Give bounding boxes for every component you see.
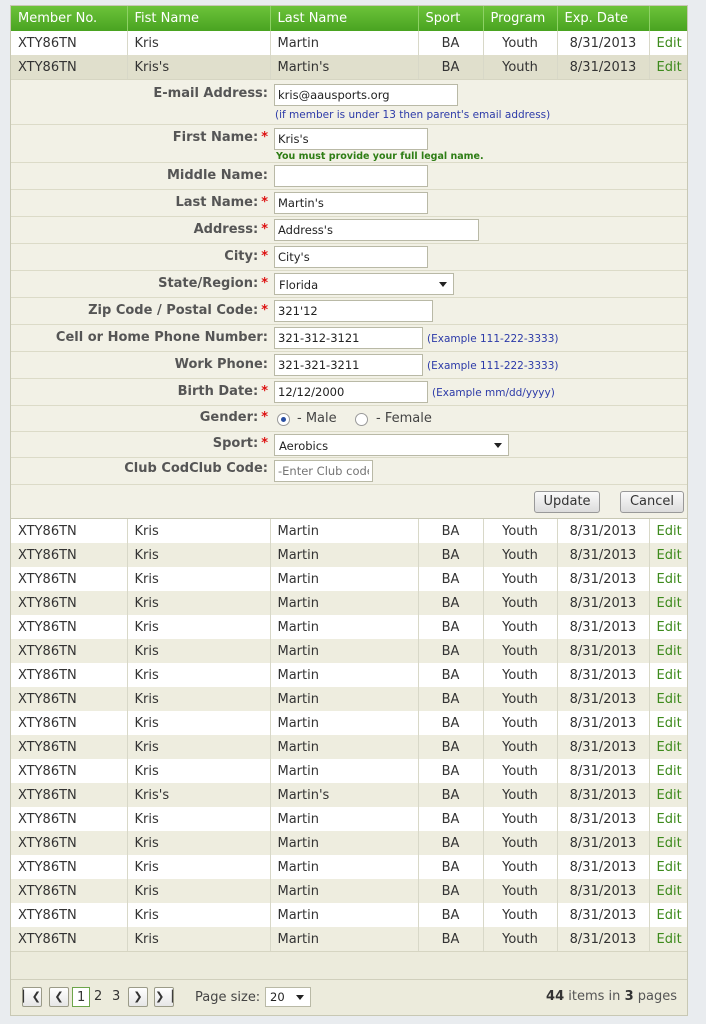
first-name-cell: Kris [127, 903, 270, 927]
member-no-cell: XTY86TN [11, 639, 127, 663]
zip-label: Zip Code / Postal Code: * [88, 303, 268, 318]
edit-form-row [11, 79, 688, 519]
first-name-cell: Kris [127, 687, 270, 711]
gender-label: Gender: * [199, 410, 268, 425]
column-header-first-name[interactable]: Fist Name [127, 6, 270, 31]
first-name-cell: Kris [127, 879, 270, 903]
email-hint: (if member is under 13 then parent's email address) [275, 109, 551, 121]
program-cell: Youth [483, 591, 557, 615]
first-name-cell: Kris [127, 807, 270, 831]
first-name-cell: Kris [127, 615, 270, 639]
exp-date-cell: 8/31/2013 [557, 687, 649, 711]
sport-select[interactable] [274, 434, 509, 456]
edit-cell [649, 735, 688, 759]
exp-date-cell: 8/31/2013 [557, 783, 649, 807]
edit-link[interactable]: Edit [656, 883, 682, 899]
first-name-cell: Kris's [127, 783, 270, 807]
club-code-input[interactable] [274, 460, 373, 482]
member-no-cell: XTY86TN [11, 567, 127, 591]
table-row [11, 591, 688, 615]
program-cell: Youth [483, 55, 557, 79]
first-name-cell: Kris [127, 759, 270, 783]
table-row [11, 879, 688, 903]
program-cell: Youth [483, 807, 557, 831]
zip-input[interactable] [274, 300, 433, 322]
club-code-row [11, 458, 688, 485]
middle-name-label: Middle Name: [166, 168, 268, 183]
table-row [11, 735, 688, 759]
last-name-cell: Martin [270, 903, 418, 927]
first-name-warning: You must provide your full legal name. [276, 151, 484, 162]
last-name-cell: Martin [270, 639, 418, 663]
required-mark: * [261, 436, 268, 451]
header-row [11, 6, 688, 31]
first-name-row [11, 125, 688, 163]
first-name-cell: Kris [127, 567, 270, 591]
sport-cell: BA [418, 759, 483, 783]
sport-label: Sport: * [212, 436, 268, 451]
member-no-cell: XTY86TN [11, 927, 127, 951]
table-row [11, 55, 688, 79]
total-items: 44 [546, 989, 565, 1004]
last-name-cell: Martin [270, 615, 418, 639]
cancel-button[interactable]: Cancel [620, 491, 684, 513]
exp-date-cell: 8/31/2013 [557, 591, 649, 615]
last-name-cell: Martin [270, 879, 418, 903]
last-name-cell: Martin's [270, 55, 418, 79]
first-name-cell: Kris [127, 711, 270, 735]
exp-date-cell: 8/31/2013 [557, 735, 649, 759]
members-table [11, 6, 688, 951]
last-name-cell: Martin [270, 519, 418, 543]
sport-cell: BA [418, 711, 483, 735]
last-name-cell: Martin [270, 591, 418, 615]
edit-link[interactable]: Edit [656, 691, 682, 707]
last-name-cell: Martin [270, 807, 418, 831]
middle-name-input[interactable] [274, 165, 428, 187]
sport-cell: BA [418, 807, 483, 831]
state-select[interactable] [274, 273, 454, 295]
last-name-cell: Martin [270, 567, 418, 591]
page-size-value: 20 [270, 990, 285, 1004]
member-no-cell: XTY86TN [11, 519, 127, 543]
birth-date-row [11, 379, 688, 406]
first-name-cell: Kris [127, 543, 270, 567]
sport-row [11, 432, 688, 458]
edit-link[interactable]: Edit [656, 547, 682, 563]
chevron-down-icon [439, 282, 447, 287]
table-row [11, 711, 688, 735]
required-mark: * [261, 130, 268, 145]
sport-cell: BA [418, 903, 483, 927]
work-phone-label: Work Phone: [174, 357, 268, 372]
sport-cell: BA [418, 735, 483, 759]
last-name-row [11, 190, 688, 217]
edit-cell [649, 55, 688, 79]
member-no-cell: XTY86TN [11, 31, 127, 55]
exp-date-cell: 8/31/2013 [557, 31, 649, 55]
program-cell: Youth [483, 615, 557, 639]
address-row [11, 217, 688, 244]
program-cell: Youth [483, 855, 557, 879]
exp-date-cell: 8/31/2013 [557, 543, 649, 567]
edit-link[interactable]: Edit [656, 59, 682, 75]
member-no-cell: XTY86TN [11, 783, 127, 807]
required-mark: * [261, 249, 268, 264]
edit-cell [649, 711, 688, 735]
member-no-cell: XTY86TN [11, 543, 127, 567]
program-cell: Youth [483, 735, 557, 759]
gender-male-label: - Male [297, 411, 337, 426]
column-header-member-no[interactable]: Member No. [11, 6, 127, 31]
city-row [11, 244, 688, 271]
first-name-cell: Kris [127, 639, 270, 663]
edit-link[interactable]: Edit [656, 907, 682, 923]
sport-cell: BA [418, 831, 483, 855]
edit-cell [649, 927, 688, 951]
first-name-cell: Kris [127, 735, 270, 759]
pager [11, 979, 687, 1015]
exp-date-cell: 8/31/2013 [557, 831, 649, 855]
program-cell: Youth [483, 711, 557, 735]
required-mark: * [261, 303, 268, 318]
edit-cell [649, 615, 688, 639]
zip-row [11, 298, 688, 325]
required-mark: * [261, 410, 268, 425]
email-input[interactable] [274, 84, 458, 106]
city-label: City: * [224, 249, 268, 264]
work-phone-hint: (Example 111-222-3333) [427, 360, 559, 372]
last-name-cell: Martin [270, 831, 418, 855]
edit-form-cell [11, 79, 688, 519]
edit-link[interactable]: Edit [656, 763, 682, 779]
last-name-cell: Martin [270, 711, 418, 735]
edit-cell [649, 807, 688, 831]
member-no-cell: XTY86TN [11, 807, 127, 831]
edit-link[interactable]: Edit [656, 571, 682, 587]
exp-date-cell: 8/31/2013 [557, 639, 649, 663]
edit-link[interactable]: Edit [656, 35, 682, 51]
state-label: State/Region: * [158, 276, 268, 291]
exp-date-cell: 8/31/2013 [557, 879, 649, 903]
last-name-cell: Martin [270, 663, 418, 687]
program-cell: Youth [483, 903, 557, 927]
page-link-2[interactable]: 2 [94, 989, 103, 1004]
last-name-cell: Martin's [270, 783, 418, 807]
last-name-cell: Martin [270, 759, 418, 783]
sport-cell: BA [418, 687, 483, 711]
program-cell: Youth [483, 543, 557, 567]
exp-date-cell: 8/31/2013 [557, 807, 649, 831]
edit-cell [649, 783, 688, 807]
cell-phone-row [11, 325, 688, 352]
last-name-input[interactable] [274, 192, 428, 214]
edit-cell [649, 543, 688, 567]
column-header-edit [649, 6, 688, 31]
sport-cell: BA [418, 591, 483, 615]
edit-cell [649, 519, 688, 543]
exp-date-cell: 8/31/2013 [557, 663, 649, 687]
chevron-down-icon [494, 443, 502, 448]
program-cell: Youth [483, 783, 557, 807]
edit-cell [649, 687, 688, 711]
program-cell: Youth [483, 879, 557, 903]
next-page-icon[interactable]: ❯ [128, 987, 148, 1007]
pager-info [546, 989, 677, 1004]
first-page-icon[interactable]: ▏❮ [22, 987, 42, 1007]
column-header-sport[interactable]: Sport [418, 6, 483, 31]
sport-cell: BA [418, 543, 483, 567]
chevron-down-icon [296, 995, 304, 1000]
required-mark: * [261, 276, 268, 291]
sport-cell: BA [418, 567, 483, 591]
sport-cell: BA [418, 783, 483, 807]
first-name-input[interactable] [274, 128, 428, 150]
exp-date-cell: 8/31/2013 [557, 759, 649, 783]
edit-link[interactable]: Edit [656, 667, 682, 683]
table-row [11, 783, 688, 807]
cell-phone-input[interactable] [274, 327, 423, 349]
gender-row [11, 406, 688, 432]
first-name-label: First Name: * [172, 130, 268, 145]
program-cell: Youth [483, 567, 557, 591]
program-cell: Youth [483, 639, 557, 663]
sport-cell: BA [418, 663, 483, 687]
table-row [11, 615, 688, 639]
sport-cell: BA [418, 879, 483, 903]
member-no-cell: XTY86TN [11, 591, 127, 615]
table-row [11, 543, 688, 567]
birth-date-hint: (Example mm/dd/yyyy) [432, 387, 555, 399]
gender-male-radio[interactable] [277, 413, 290, 426]
first-name-cell: Kris [127, 855, 270, 879]
sport-cell: BA [418, 31, 483, 55]
first-name-cell: Kris [127, 31, 270, 55]
edit-cell [649, 663, 688, 687]
column-header-last-name[interactable]: Last Name [270, 6, 418, 31]
page-size-label: Page size: [195, 990, 261, 1005]
last-name-cell: Martin [270, 31, 418, 55]
exp-date-cell: 8/31/2013 [557, 855, 649, 879]
address-input[interactable] [274, 219, 479, 241]
edit-link[interactable]: Edit [656, 739, 682, 755]
edit-link[interactable]: Edit [656, 811, 682, 827]
birth-date-input[interactable] [274, 381, 428, 403]
address-label: Address: * [193, 222, 268, 237]
last-page-icon[interactable]: ❯▕ [154, 987, 174, 1007]
table-row [11, 759, 688, 783]
edit-cell [649, 31, 688, 55]
edit-cell [649, 567, 688, 591]
last-name-cell: Martin [270, 927, 418, 951]
program-cell: Youth [483, 927, 557, 951]
email-label: E-mail Address: [153, 86, 268, 101]
email-row [11, 83, 688, 125]
program-cell: Youth [483, 519, 557, 543]
last-name-cell: Martin [270, 735, 418, 759]
member-no-cell: XTY86TN [11, 615, 127, 639]
pages-label: pages [637, 989, 677, 1004]
column-header-exp-date[interactable]: Exp. Date [557, 6, 649, 31]
edit-cell [649, 591, 688, 615]
cell-phone-hint: (Example 111-222-3333) [427, 333, 559, 345]
first-name-cell: Kris [127, 519, 270, 543]
form-actions [11, 485, 688, 518]
member-no-cell: XTY86TN [11, 831, 127, 855]
first-name-cell: Kris's [127, 55, 270, 79]
edit-cell [649, 903, 688, 927]
member-no-cell: XTY86TN [11, 55, 127, 79]
edit-cell [649, 879, 688, 903]
state-select-value: Florida [279, 278, 319, 292]
column-header-program[interactable]: Program [483, 6, 557, 31]
last-name-cell: Martin [270, 687, 418, 711]
required-mark: * [261, 222, 268, 237]
first-name-cell: Kris [127, 591, 270, 615]
items-in-label: items in [568, 989, 621, 1004]
exp-date-cell: 8/31/2013 [557, 615, 649, 639]
edit-link[interactable]: Edit [656, 595, 682, 611]
page-size-select[interactable] [265, 987, 311, 1007]
member-no-cell: XTY86TN [11, 879, 127, 903]
edit-cell [649, 759, 688, 783]
sport-select-value: Aerobics [279, 439, 329, 453]
sport-cell: BA [418, 55, 483, 79]
gender-female-label: - Female [376, 411, 432, 426]
table-row [11, 31, 688, 55]
exp-date-cell: 8/31/2013 [557, 55, 649, 79]
first-name-cell: Kris [127, 663, 270, 687]
program-cell: Youth [483, 31, 557, 55]
city-input[interactable] [274, 246, 428, 268]
member-no-cell: XTY86TN [11, 663, 127, 687]
table-row [11, 519, 688, 543]
edit-link[interactable]: Edit [656, 859, 682, 875]
work-phone-row [11, 352, 688, 379]
table-row [11, 927, 688, 951]
update-button[interactable]: Update [534, 491, 600, 513]
exp-date-cell: 8/31/2013 [557, 567, 649, 591]
member-edit-form [11, 79, 688, 519]
prev-page-icon[interactable]: ❮ [49, 987, 69, 1007]
required-mark: * [261, 195, 268, 210]
member-no-cell: XTY86TN [11, 735, 127, 759]
last-name-cell: Martin [270, 543, 418, 567]
first-name-cell: Kris [127, 927, 270, 951]
gender-female-radio[interactable] [355, 413, 368, 426]
member-no-cell: XTY86TN [11, 903, 127, 927]
member-no-cell: XTY86TN [11, 855, 127, 879]
sport-cell: BA [418, 519, 483, 543]
page-link-3[interactable]: 3 [112, 989, 121, 1004]
page-link-1[interactable]: 1 [72, 987, 90, 1007]
edit-cell [649, 831, 688, 855]
last-name-label: Last Name: * [175, 195, 268, 210]
first-name-cell: Kris [127, 831, 270, 855]
exp-date-cell: 8/31/2013 [557, 519, 649, 543]
member-no-cell: XTY86TN [11, 711, 127, 735]
edit-cell [649, 855, 688, 879]
edit-link[interactable]: Edit [656, 643, 682, 659]
program-cell: Youth [483, 663, 557, 687]
exp-date-cell: 8/31/2013 [557, 927, 649, 951]
sport-cell: BA [418, 927, 483, 951]
table-row [11, 687, 688, 711]
edit-link[interactable]: Edit [656, 931, 682, 947]
work-phone-input[interactable] [274, 354, 423, 376]
sport-cell: BA [418, 855, 483, 879]
program-cell: Youth [483, 759, 557, 783]
edit-link[interactable]: Edit [656, 715, 682, 731]
program-cell: Youth [483, 687, 557, 711]
middle-name-row [11, 163, 688, 190]
birth-date-label: Birth Date: * [177, 384, 268, 399]
required-mark: * [261, 384, 268, 399]
cell-phone-label: Cell or Home Phone Number: [55, 330, 268, 345]
table-row [11, 663, 688, 687]
sport-cell: BA [418, 615, 483, 639]
exp-date-cell: 8/31/2013 [557, 711, 649, 735]
table-row [11, 567, 688, 591]
table-row [11, 831, 688, 855]
total-pages: 3 [624, 989, 634, 1004]
state-row [11, 271, 688, 298]
club-code-label: Club CodClub Code: [124, 461, 268, 476]
members-grid [10, 5, 688, 1016]
edit-link[interactable]: Edit [656, 619, 682, 635]
sport-cell: BA [418, 639, 483, 663]
table-row [11, 807, 688, 831]
edit-cell [649, 639, 688, 663]
member-no-cell: XTY86TN [11, 687, 127, 711]
table-row [11, 639, 688, 663]
program-cell: Youth [483, 831, 557, 855]
edit-link[interactable]: Edit [656, 835, 682, 851]
exp-date-cell: 8/31/2013 [557, 903, 649, 927]
edit-link[interactable]: Edit [656, 523, 682, 539]
member-no-cell: XTY86TN [11, 759, 127, 783]
table-row [11, 903, 688, 927]
table-row [11, 855, 688, 879]
edit-link[interactable]: Edit [656, 787, 682, 803]
last-name-cell: Martin [270, 855, 418, 879]
